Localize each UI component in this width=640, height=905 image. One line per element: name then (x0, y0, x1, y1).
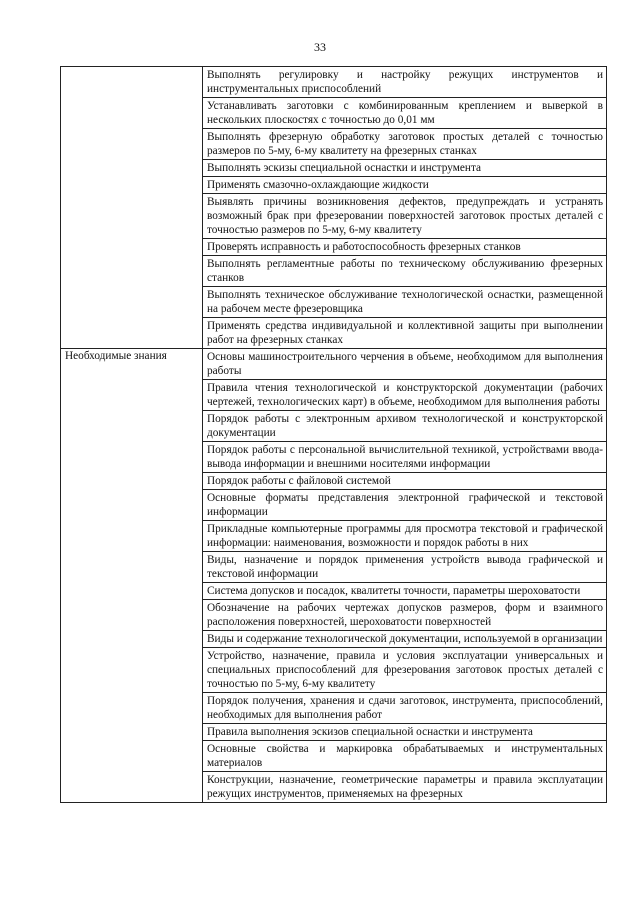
table-item: Виды и содержание технологической документации, используемой в организации (203, 631, 606, 648)
page-number: 33 (314, 40, 326, 54)
table-section-row (61, 349, 607, 803)
table-item: Выполнять фрезерную обработку заготовок простых деталей с точностью размеров по 5-му, 6-му квалитету на фрезерных станках (203, 129, 606, 160)
table-item: Порядок работы с электронным архивом технологической и конструкторской документации (203, 411, 606, 442)
table-item: Выполнять регламентные работы по техническому обслуживанию фрезерных станков (203, 256, 606, 287)
table-item: Выполнять техническое обслуживание технологической оснастки, размещенной на рабочем месте фрезеровщика (203, 287, 606, 318)
table-item: Правила чтения технологической и конструкторской документации (рабочих чертежей, технологических карт) в объеме, необходимом для выполнения работы (203, 380, 606, 411)
table-item: Выявлять причины возникновения дефектов, предупреждать и устранять возможный брак при фрезеровании поверхностей заготовок простых деталей с точностью размеров по 5-му, 6-му квалитету (203, 194, 606, 239)
table-item: Порядок получения, хранения и сдачи заготовок, инструмента, приспособлений, необходимых для выполнения работ (203, 693, 606, 724)
table-item: Устанавливать заготовки с комбинированным креплением и выверкой в нескольких плоскостях с точностью до 0,01 мм (203, 98, 606, 129)
table-item: Выполнять регулировку и настройку режущих инструментов и инструментальных приспособлений (203, 67, 606, 98)
table-item: Применять средства индивидуальной и коллективной защиты при выполнении работ на фрезерных станках (207, 320, 603, 346)
table-item: Прикладные компьютерные программы для просмотра текстовой и графической информации: наименования, возможности и порядок работы в них (203, 521, 606, 552)
requirements-table (60, 66, 607, 803)
table-item: Виды, назначение и порядок применения устройств вывода графической и текстовой информации (203, 552, 606, 583)
section-label: Необходимые знания (61, 349, 203, 803)
section-items (203, 349, 607, 803)
table-item: Основные свойства и маркировка обрабатываемых и инструментальных материалов (203, 741, 606, 772)
table-item: Устройство, назначение, правила и условия эксплуатации универсальных и специальных приспособлений для фрезерования заготовок простых деталей с точностью по 5-му, 6-му квалитету (203, 648, 606, 693)
section-items (203, 67, 607, 349)
table-item: Применять смазочно-охлаждающие жидкости (203, 177, 606, 194)
table-item: Основные форматы представления электронной графической и текстовой информации (203, 490, 606, 521)
table-item: Выполнять эскизы специальной оснастки и инструмента (203, 160, 606, 177)
table-item: Правила выполнения эскизов специальной оснастки и инструмента (203, 724, 606, 741)
table-item: Обозначение на рабочих чертежах допусков размеров, форм и взаимного расположения поверхностей, шероховатости поверхностей (203, 600, 606, 631)
table-section-row (61, 67, 607, 349)
table-item: Порядок работы с персональной вычислительной техникой, устройствами ввода-вывода информации и внешними носителями информации (203, 442, 606, 473)
table-item: Система допусков и посадок, квалитеты точности, параметры шероховатости (203, 583, 606, 600)
section-label (61, 67, 203, 349)
table-item: Основы машиностроительного черчения в объеме, необходимом для выполнения работы (203, 349, 606, 380)
table-item: Проверять исправность и работоспособность фрезерных станков (203, 239, 606, 256)
table-item: Конструкции, назначение, геометрические параметры и правила эксплуатации режущих инструментов, применяемых на фрезерных (207, 774, 603, 800)
table-item: Порядок работы с файловой системой (203, 473, 606, 490)
